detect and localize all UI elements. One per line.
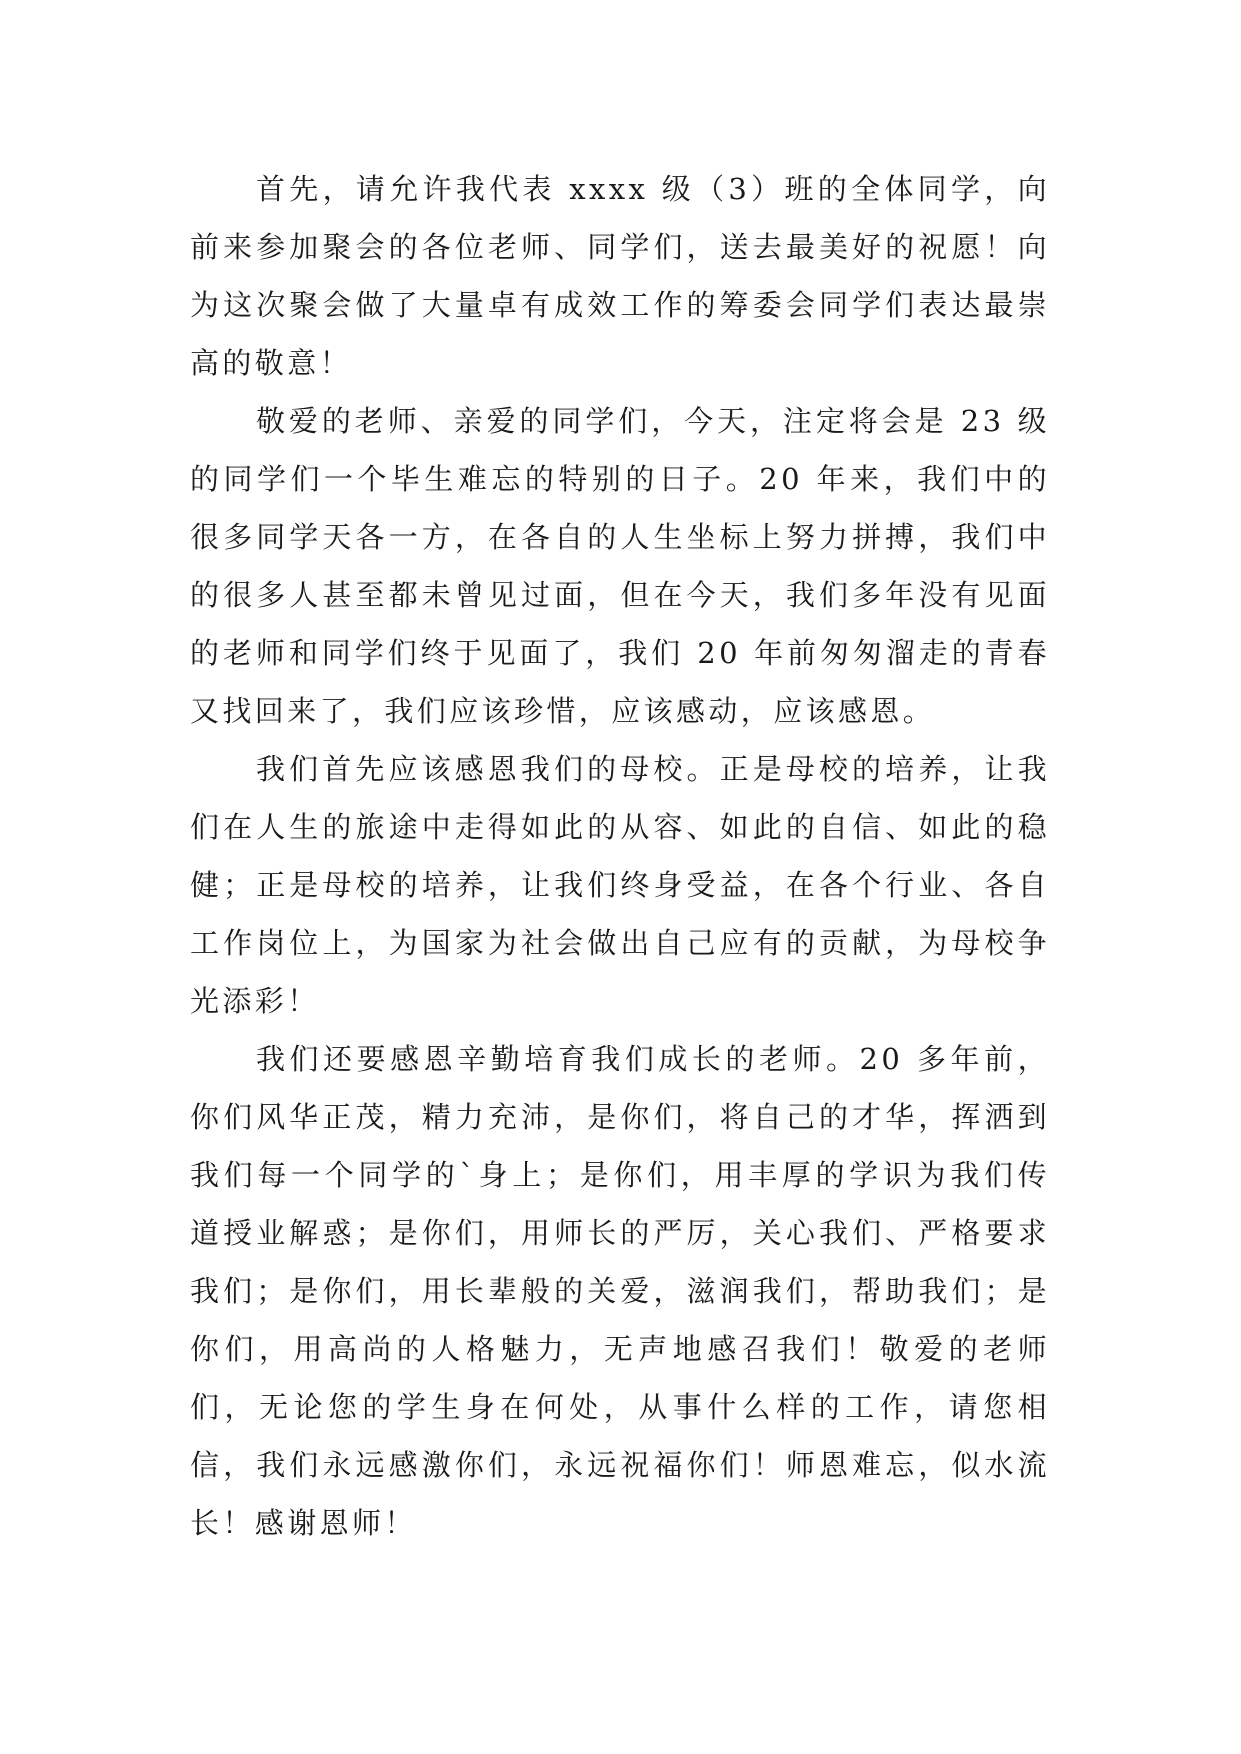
paragraph-1: 首先，请允许我代表 xxxx 级（3）班的全体同学，向前来参加聚会的各位老师、同学们，送去最美好的祝愿！向为这次聚会做了大量卓有成效工作的筹委会同学们表达最崇高的敬意！	[190, 172, 1050, 380]
paragraph-4: 我们还要感恩辛勤培育我们成长的老师。20 多年前，你们风华正茂，精力充沛，是你们，将自己的才华，挥洒到我们每一个同学的`身上；是你们，用丰厚的学识为我们传道授业解惑；是你们，用师长的严厉，关心我们、严格要求我们；是你们，用长辈般的关爱，滋润我们，帮助我们；是你们，用高尚的人格魅力，无声地感召我们！敬爱的老师们，无论您的学生身在何处，从事什么样的工作，请您相信，我们永远感激你们，永远祝福你们！师恩难忘，似水流长！感谢恩师！	[190, 1042, 1050, 1540]
paragraph-3: 我们首先应该感恩我们的母校。正是母校的培养，让我们在人生的旅途中走得如此的从容、如此的自信、如此的稳健；正是母校的培养，让我们终身受益，在各个行业、各自工作岗位上，为国家为社会做出自己应有的贡献，为母校争光添彩！	[190, 752, 1050, 1018]
document-body	[190, 160, 1050, 1552]
paragraph-2: 敬爱的老师、亲爱的同学们，今天，注定将会是 23 级的同学们一个毕生难忘的特别的日子。20 年来，我们中的很多同学天各一方，在各自的人生坐标上努力拼搏，我们中的很多人甚至都未曾见过面，但在今天，我们多年没有见面的老师和同学们终于见面了，我们 20 年前匆匆溜走的青春又找回来了，我们应该珍惜，应该感动，应该感恩。	[190, 404, 1050, 728]
